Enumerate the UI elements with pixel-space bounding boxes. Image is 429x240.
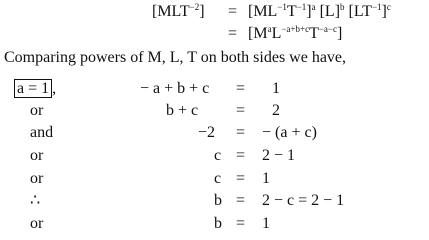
rhs-part: [ML [248, 3, 278, 20]
row-label-4 [30, 171, 43, 187]
rhs-exp: −a+b+c [281, 24, 310, 34]
row-op-3 [236, 148, 245, 164]
rhs-part: T [309, 25, 319, 42]
row-lhs-2 [198, 125, 215, 141]
rhs-expression-line-1 [248, 4, 391, 20]
rhs-text: 2 − 1 [262, 147, 296, 164]
rhs-part: T [286, 3, 297, 20]
row-rhs-2 [262, 125, 317, 141]
row-label-1 [30, 103, 43, 119]
row-op-0 [236, 81, 245, 97]
row-op-4 [236, 171, 245, 187]
op-text: = [236, 170, 246, 187]
lhs-exponent: −2 [189, 2, 200, 12]
lhs-text: b [214, 215, 222, 232]
row-rhs-5 [262, 193, 344, 209]
lhs-close: ] [199, 3, 205, 20]
op-text: = [236, 147, 246, 164]
row-lhs-0 [140, 81, 209, 97]
dimension-equation-line-1 [152, 4, 205, 20]
intro-sentence [4, 50, 346, 66]
rhs-part: ] [381, 3, 387, 20]
row-label-3 [30, 148, 43, 164]
op-text: = [236, 192, 246, 209]
rhs-part: [M [248, 25, 268, 42]
row-op-2 [236, 125, 245, 141]
intro-text: Comparing powers of M, L, T on both sides we have, [4, 49, 347, 66]
row-op-5 [236, 193, 245, 209]
lhs-text: c [214, 170, 222, 187]
row-rhs-6 [262, 216, 270, 232]
rhs-exp: b [340, 2, 345, 12]
rhs-part: ] [306, 3, 312, 20]
rhs-text: − (a + c) [262, 124, 317, 141]
lhs-text: −2 [198, 124, 216, 141]
equals-sign-line-2 [228, 26, 237, 42]
rhs-part: L [271, 25, 282, 42]
row-op-1 [236, 103, 245, 119]
row-lhs-1 [166, 103, 198, 119]
op-text: = [236, 215, 246, 232]
row-lhs-6 [214, 216, 222, 232]
rhs-exp: −1 [296, 2, 307, 12]
rhs-text: 1 [272, 80, 280, 97]
rhs-part: [L] [315, 3, 341, 20]
label-text: or [30, 147, 44, 164]
label-text: or [30, 215, 44, 232]
rhs-text: 2 [272, 102, 280, 119]
row-label-6 [30, 216, 43, 232]
row-label-2 [30, 125, 53, 141]
label-text: and [30, 124, 54, 141]
rhs-exp: a [311, 2, 316, 12]
rhs-text: 2 − c = 2 − 1 [262, 192, 345, 209]
row-label-0: a = 1 , [14, 81, 56, 97]
rhs-exp: −a−c [318, 24, 337, 34]
row-rhs-0 [272, 81, 280, 97]
rhs-part: ] [336, 25, 343, 42]
label-text: or [30, 102, 44, 119]
row-op-6 [236, 216, 245, 232]
equals-text: = [228, 3, 238, 20]
row-rhs-1 [272, 103, 280, 119]
equals-text: = [228, 25, 238, 42]
rhs-exp: −1 [371, 2, 382, 12]
rhs-text: 1 [262, 215, 270, 232]
lhs-text: c [214, 147, 222, 164]
boxed-result-a: a = 1 [14, 79, 52, 98]
label-text: or [30, 170, 44, 187]
row-lhs-3 [214, 148, 221, 164]
row-rhs-3 [262, 148, 295, 164]
rhs-part: [LT [344, 3, 372, 20]
lhs-text: b [214, 192, 222, 209]
row-label-5 [30, 193, 40, 209]
op-text: = [236, 124, 246, 141]
lhs-text: − a + b + c [140, 80, 210, 97]
row-lhs-4 [214, 171, 221, 187]
row-lhs-5 [214, 193, 222, 209]
rhs-exp: c [386, 2, 391, 12]
op-text: = [236, 102, 246, 119]
rhs-exp: −1 [277, 2, 287, 12]
equals-sign [228, 4, 237, 20]
rhs-exp: a [267, 24, 272, 34]
rhs-expression-line-2 [248, 26, 342, 42]
rhs-text: 1 [262, 170, 270, 187]
lhs-text: [MLT [152, 3, 190, 20]
row-rhs-4 [262, 171, 270, 187]
op-text: = [236, 80, 246, 97]
therefore-symbol: ∴ [30, 192, 41, 209]
lhs-text: b + c [166, 102, 199, 119]
